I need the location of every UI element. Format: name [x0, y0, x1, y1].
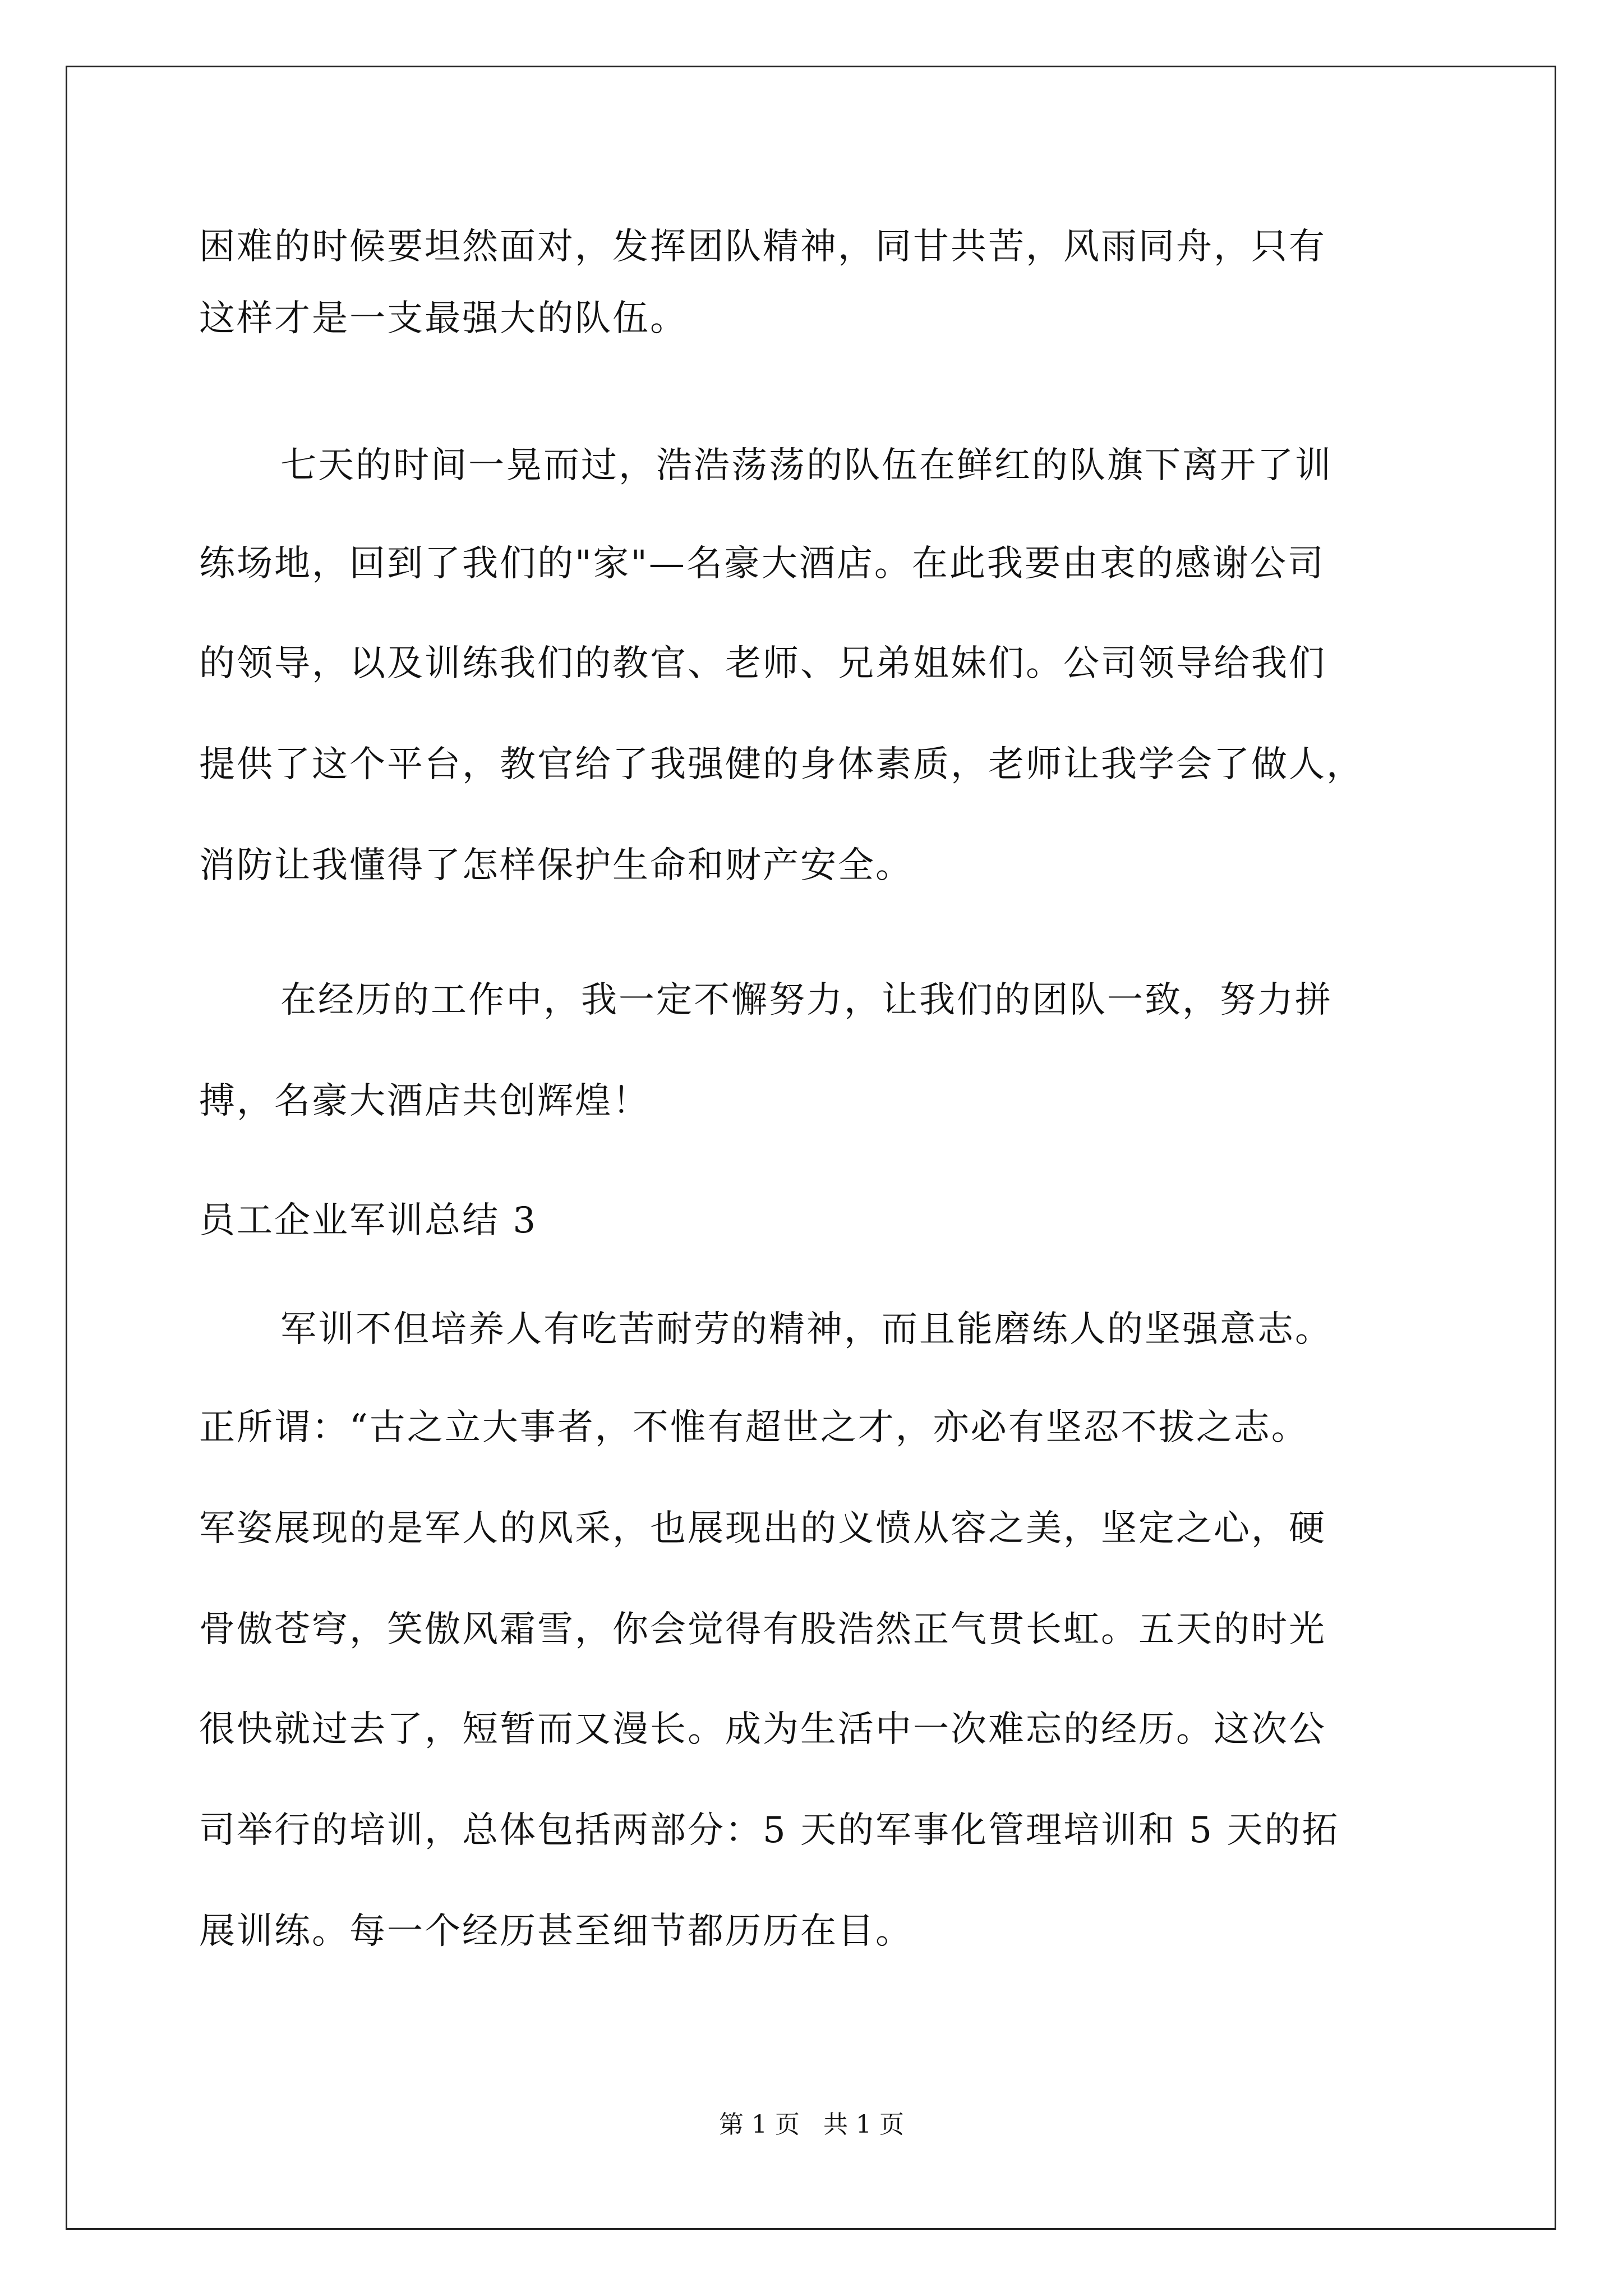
section-heading: 员工企业军训总结 3	[199, 1200, 538, 1241]
paragraph-line: 司举行的培训，总体包括两部分：5 天的军事化管理培训和 5 天的拓	[199, 1810, 1340, 1851]
paragraph-line: 军姿展现的是军人的风采，也展现出的义愤从容之美，坚定之心，硬	[199, 1508, 1326, 1549]
paragraph-line: 七天的时间一晃而过，浩浩荡荡的队伍在鲜红的队旗下离开了训	[280, 445, 1332, 486]
paragraph-line: 搏，名豪大酒店共创辉煌！	[199, 1080, 650, 1122]
paragraph-line: 骨傲苍穹，笑傲风霜雪，你会觉得有股浩然正气贯长虹。五天的时光	[199, 1609, 1326, 1650]
paragraph-line: 在经历的工作中，我一定不懈努力，让我们的团队一致，努力拼	[280, 979, 1332, 1021]
page-number-footer: 第 1 页 共 1 页	[719, 2110, 904, 2139]
paragraph-line: 军训不但培养人有吃苦耐劳的精神，而且能磨练人的坚强意志。	[280, 1309, 1332, 1350]
paragraph-line: 正所谓：“古之立大事者，不惟有超世之才，亦必有坚忍不拔之志。	[199, 1407, 1309, 1448]
page-border	[66, 66, 1556, 2230]
paragraph-line: 这样才是一支最强大的队伍。	[199, 298, 688, 339]
paragraph-line: 提供了这个平台，教官给了我强健的身体素质，老师让我学会了做人，	[199, 744, 1364, 785]
paragraph-line: 练场地，回到了我们的"家"—名豪大酒店。在此我要由衷的感谢公司	[199, 543, 1325, 585]
paragraph-line: 困难的时候要坦然面对，发挥团队精神，同甘共苦，风雨同舟，只有	[199, 226, 1326, 268]
paragraph-line: 消防让我懂得了怎样保护生命和财产安全。	[199, 845, 913, 886]
paragraph-line: 展训练。每一个经历甚至细节都历历在目。	[199, 1911, 913, 1952]
paragraph-line: 很快就过去了，短暂而又漫长。成为生活中一次难忘的经历。这次公	[199, 1709, 1326, 1750]
paragraph-line: 的领导，以及训练我们的教官、老师、兄弟姐妹们。公司领导给我们	[199, 643, 1326, 684]
